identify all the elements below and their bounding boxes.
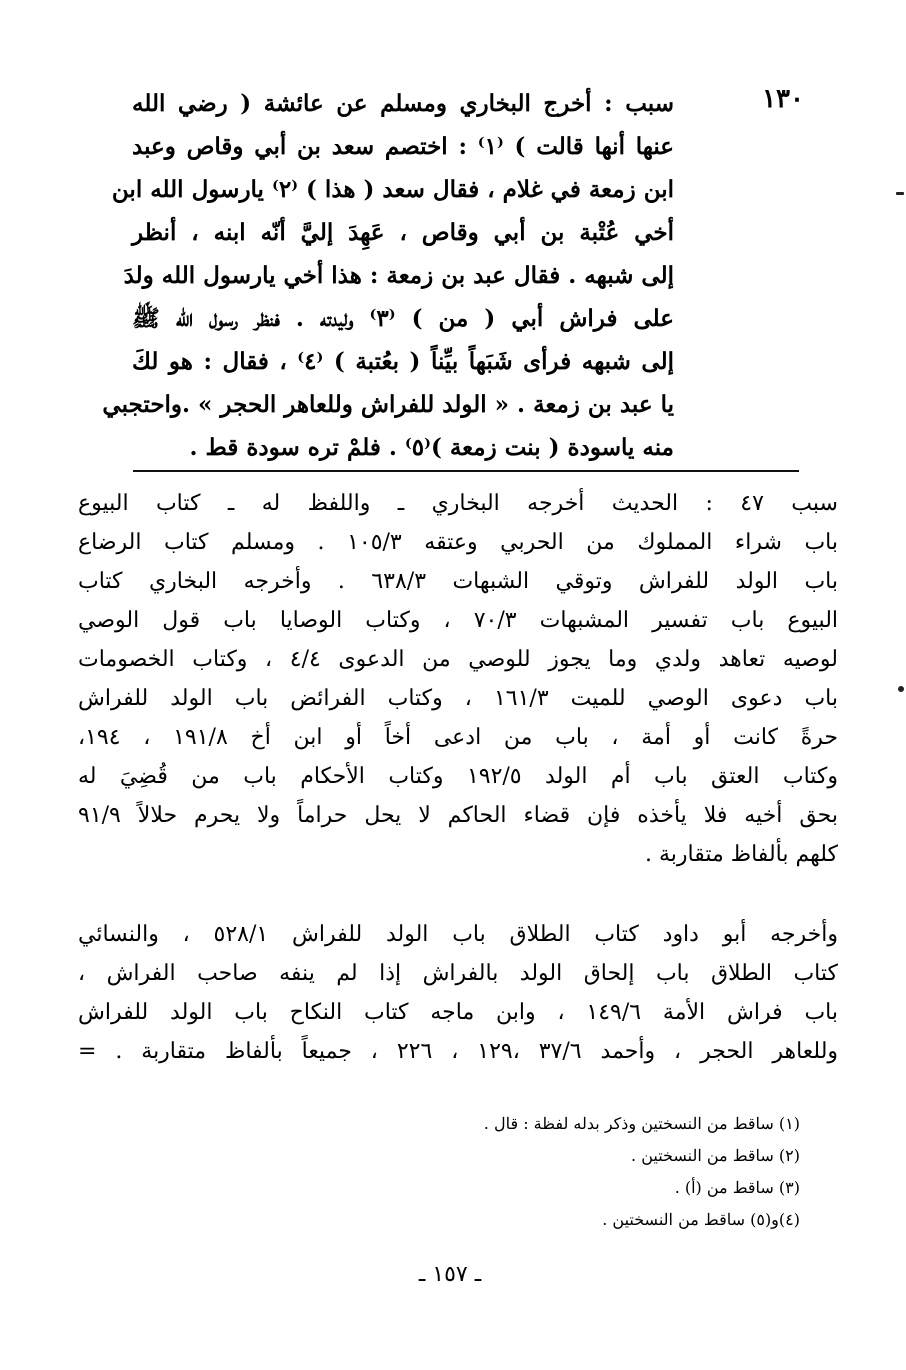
folio-number: ـ ١٥٧ ـ xyxy=(418,1262,482,1287)
hadith-line: إلى شبهه . فقال عبد بن زمعة : هذا أخي يارسول الله ولدَ xyxy=(123,262,674,289)
hadith-line: منه ياسودة ( بنت زمعة )⁽٥⁾ . فلمْ تره سودة قط . xyxy=(189,434,674,461)
commentary-line: وكتاب العتق باب أم الولد ١٩٢/٥ وكتاب الأحكام باب من قُضِيَ له xyxy=(78,764,839,789)
hadith-line: عنها أنها قالت ) ⁽١⁾ : اختصم سعد بن أبي وقاص وعبد xyxy=(132,133,675,160)
commentary-line: كتاب الطلاق باب إلحاق الولد بالفراش إذا لم ينفه صاحب الفراش ، xyxy=(78,961,838,986)
commentary-line: وأخرجه أبو داود كتاب الطلاق باب الولد للفراش ٥٢٨/١ ، والنسائي xyxy=(78,922,838,947)
footnote: (١) ساقط من النسختين وذكر بدله لفظة : قال . xyxy=(483,1114,800,1133)
scan-speck xyxy=(898,686,904,692)
commentary-line: البيوع باب تفسير المشبهات ٧٠/٣ ، وكتاب الوصايا باب قول الوصي xyxy=(78,608,839,633)
commentary-line: سبب ٤٧ : الحديث أخرجه البخاري ـ واللفظ له ـ كتاب البيوع xyxy=(78,491,838,516)
commentary-paragraph-2 xyxy=(78,915,838,1071)
commentary-line: بحق أخيه فلا يأخذه فإن قضاء الحاكم لا يحل حراماً ولا يحرم حلالاً ٩١/٩ xyxy=(78,803,838,828)
commentary-line: باب شراء المملوك من الحربي وعتقه ١٠٥/٣ . ومسلم كتاب الرضاع xyxy=(78,530,838,555)
commentary-line: باب الولد للفراش وتوقي الشبهات ٦٣٨/٣ . وأخرجه البخاري كتاب xyxy=(78,569,838,594)
hadith-line: يا عبد بن زمعة . « الولد للفراش وللعاهر الحجر » .واحتجبي xyxy=(102,391,674,418)
hadith-line: إلى شبهه فرأى شَبَهاً بيِّناً ( بعُتبة ) ⁽٤⁾ ، فقال : هو لكَ xyxy=(132,348,674,375)
commentary-line: لوصيه تعاهد ولدي وما يجوز للوصي من الدعوى ٤/٤ ، وكتاب الخصومات xyxy=(78,647,839,672)
hadith-text xyxy=(102,82,675,469)
section-divider xyxy=(133,470,799,472)
footnote: (٤)و(٥) ساقط من النسختين . xyxy=(602,1210,800,1229)
commentary-line: باب فراش الأمة ١٤٩/٦ ، وابن ماجه كتاب النكاح باب الولد للفراش xyxy=(78,1000,838,1025)
page-number: ١٣٠ xyxy=(762,84,804,114)
footnote: (٢) ساقط من النسختين . xyxy=(631,1146,800,1165)
footnotes xyxy=(300,1108,800,1236)
hadith-line: سبب : أخرج البخاري ومسلم عن عائشة ( رضي الله xyxy=(132,90,674,117)
commentary-line: وللعاهر الحجر ، وأحمد ٣٧/٦ ،١٢٩ ، ٢٢٦ ، جميعاً بألفاظ متقاربة . = xyxy=(78,1039,839,1064)
hadith-line: أخي عُتْبة بن أبي وقاص ، عَهِدَ إليَّ أنّه ابنه ، أنظر xyxy=(132,219,674,246)
hadith-line: ابن زمعة في غلام ، فقال سعد ( هذا ) ⁽٢⁾ يارسول الله ابن xyxy=(111,176,674,203)
hadith-line: على فراش أبي ( من ) ⁽٣⁾ وليدته . فنظر رسول الله ﷺ xyxy=(132,305,675,332)
commentary-line: باب دعوى الوصي للميت ١٦١/٣ ، وكتاب الفرائض باب الولد للفراش xyxy=(78,686,838,711)
footnote: (٣) ساقط من (أ) . xyxy=(674,1178,800,1197)
scan-speck xyxy=(896,192,904,195)
commentary-line: حرةً كانت أو أمة ، باب من ادعى أخاً أو ابن أخ ١٩١/٨ ، ١٩٤، xyxy=(78,725,838,750)
commentary-line: كلهم بألفاظ متقاربة . xyxy=(644,842,838,867)
commentary-paragraph-1 xyxy=(78,484,838,874)
